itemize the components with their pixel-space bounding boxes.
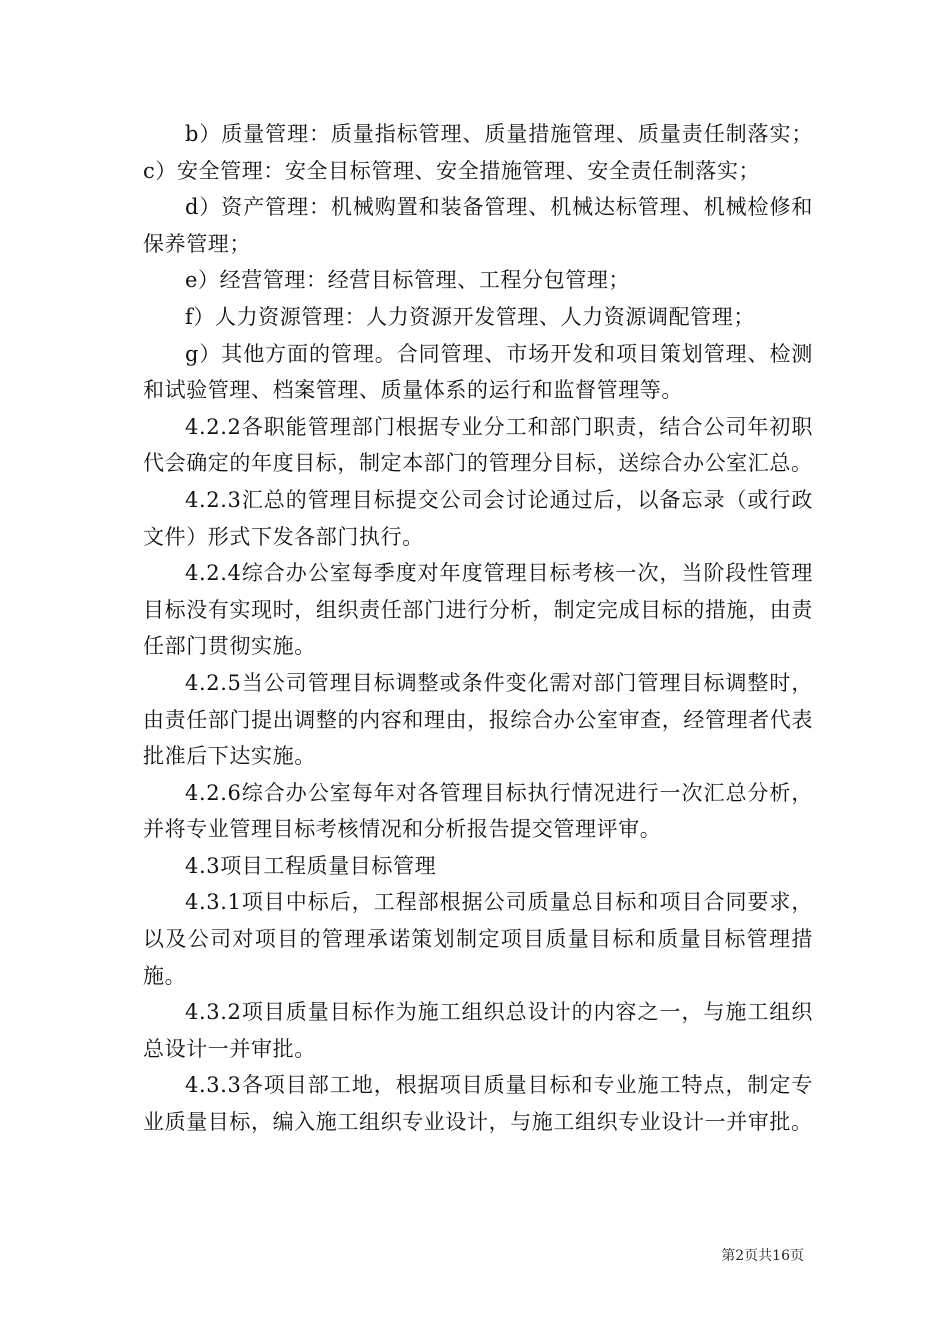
paragraph-4-2-5: 4.2.5当公司管理目标调整或条件变化需对部门管理目标调整时，由责任部门提出调整的内容和理由，报综合办公室审查，经管理者代表批准后下达实施。: [143, 670, 813, 769]
page-number: 第2页共16页: [721, 1248, 804, 1264]
paragraph-quality-safety: b）质量管理：质量指标管理、质量措施管理、质量责任制落实；c）安全管理：安全目标管理、安全措施管理、安全责任制落实；: [143, 122, 813, 183]
paragraph-4-2-4: 4.2.4综合办公室每季度对年度管理目标考核一次，当阶段性管理目标没有实现时，组织责任部门进行分析，制定完成目标的措施，由责任部门贯彻实施。: [143, 561, 813, 659]
paragraph-4-3-3: 4.3.3各项目部工地，根据项目质量目标和专业施工特点，制定专业质量目标，编入施工组织专业设计，与施工组织专业设计一并审批。: [143, 1073, 813, 1135]
paragraph-4-2-6: 4.2.6综合办公室每年对各管理目标执行情况进行一次汇总分析，并将专业管理目标考核情况和分析报告提交管理评审。: [143, 780, 813, 842]
paragraph-4-2-3: 4.2.3汇总的管理目标提交公司会讨论通过后，以备忘录（或行政文件）形式下发各部门执行。: [143, 487, 813, 549]
paragraph-other-management: g）其他方面的管理。合同管理、市场开发和项目策划管理、检测和试验管理、档案管理、质量体系的运行和监督管理等。: [143, 341, 813, 403]
paragraph-hr-management: f）人力资源管理：人力资源开发管理、人力资源调配管理；: [185, 304, 755, 329]
paragraph-4-3-1: 4.3.1项目中标后，工程部根据公司质量总目标和项目合同要求，以及公司对项目的管理承诺策划制定项目质量目标和质量目标管理措施。: [143, 890, 813, 988]
section-heading-4-3: 4.3项目工程质量目标管理: [185, 853, 437, 878]
paragraph-4-2-2: 4.2.2各职能管理部门根据专业分工和部门职责，结合公司年初职代会确定的年度目标，制定本部门的管理分目标，送综合办公室汇总。: [143, 414, 813, 476]
document-body: [143, 116, 813, 1141]
paragraph-4-3-2: 4.3.2项目质量目标作为施工组织总设计的内容之一，与施工组织总设计一并审批。: [143, 1000, 813, 1061]
paragraph-asset-management: d）资产管理：机械购置和装备管理、机械达标管理、机械检修和保养管理；: [143, 195, 813, 256]
paragraph-business-management: e）经营管理：经营目标管理、工程分包管理；: [185, 268, 631, 293]
